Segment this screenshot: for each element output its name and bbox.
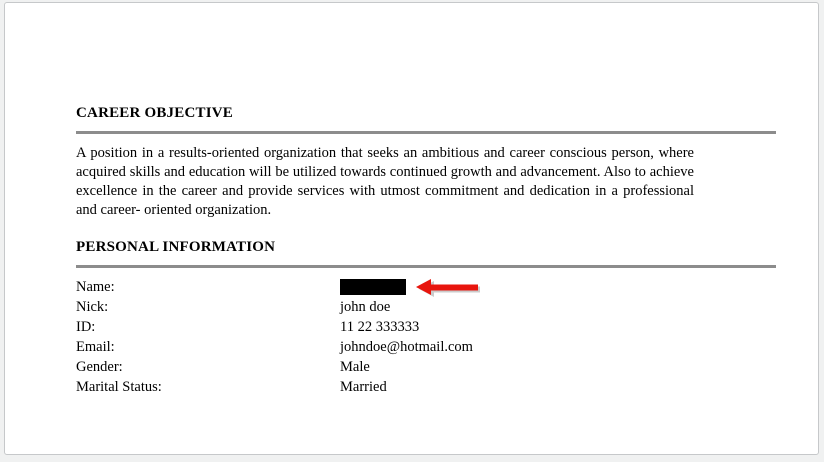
redacted-name-box: [340, 279, 406, 295]
red-arrow-shape: [416, 279, 478, 295]
info-row-email: [76, 337, 776, 357]
email-value: johndoe@hotmail.com: [340, 339, 473, 355]
document-content: [76, 105, 776, 397]
document-page: [4, 2, 819, 455]
career-objective-text: A position in a results-oriented organization that seeks an ambitious and career conscious person, where acquired skills and education will be utilized towards continued growth and advancement. Also to achieve excellence in the career and provide services with utmost commitment and dedication in a professional and career- oriented organization.: [76, 145, 694, 218]
career-objective-heading: CAREER OBJECTIVE: [76, 105, 233, 121]
marital-status-label: Marital Status:: [76, 379, 162, 395]
red-arrow-icon: [415, 277, 481, 297]
gender-label: Gender:: [76, 359, 123, 375]
info-row-name: [76, 277, 776, 297]
info-row-id: [76, 317, 776, 337]
nick-value: john doe: [340, 299, 391, 315]
id-value: 11 22 333333: [340, 319, 420, 335]
personal-information-rows: [76, 277, 776, 397]
career-objective-divider: [76, 131, 776, 134]
id-label: ID:: [76, 319, 96, 335]
section-personal-information: [76, 239, 776, 397]
personal-information-divider: [76, 265, 776, 268]
marital-status-value: Married: [340, 379, 387, 395]
info-row-gender: [76, 357, 776, 377]
info-row-nick: [76, 297, 776, 317]
email-label: Email:: [76, 339, 115, 355]
personal-information-heading: PERSONAL INFORMATION: [76, 239, 276, 255]
name-value-redacted: [340, 277, 776, 297]
name-label: Name:: [76, 279, 115, 295]
info-row-marital-status: [76, 377, 776, 397]
section-career-objective: [76, 105, 776, 220]
nick-label: Nick:: [76, 299, 109, 315]
redaction-rect: [340, 279, 406, 295]
gender-value: Male: [340, 359, 370, 375]
